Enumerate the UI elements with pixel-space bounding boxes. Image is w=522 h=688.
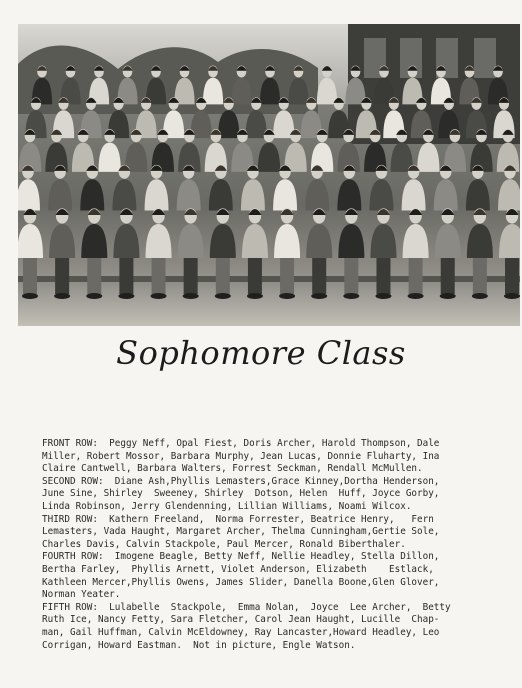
caption-line: FIFTH ROW: Lulabelle Stackpole, Emma Nolan, Joyce Lee Archer, Betty	[42, 601, 451, 613]
caption-line: FOURTH ROW: Imogene Beagle, Betty Neff, Nellie Headley, Stella Dillon,	[42, 551, 440, 563]
caption-line: Corrigan, Howard Eastman. Not in picture, Engle Watson.	[42, 639, 356, 651]
caption-line: Linda Robinson, Jerry Glendenning, Lillian Williams, Noami Wilcox.	[42, 500, 412, 512]
caption-line: June Sine, Shirley Sweeney, Shirley Dotson, Helen Huff, Joyce Gorby,	[42, 488, 440, 500]
caption-block	[42, 438, 512, 652]
caption-line: Bertha Farley, Phyllis Arnett, Violet Anderson, Elizabeth Estlack,	[42, 563, 434, 575]
caption-line: Charles Davis, Calvin Stackpole, Paul Mercer, Ronald Biberthaler.	[42, 538, 406, 550]
caption-line: man, Gail Huffman, Calvin McEldowney, Ray Lancaster,Howard Headley, Leo	[42, 626, 440, 638]
caption-line: Kathleen Mercer,Phyllis Owens, James Slider, Danella Boone,Glen Glover,	[42, 576, 440, 588]
caption-line: THIRD ROW: Kathern Freeland, Norma Forrester, Beatrice Henry, Fern	[42, 513, 434, 525]
page-title: Sophomore Class	[116, 334, 406, 372]
caption-line: Miller, Robert Mossor, Barbara Murphy, Jean Lucas, Donnie Fluharty, Ina	[42, 450, 440, 462]
caption-line: Norman Yeater.	[42, 589, 121, 601]
caption-line: Ruth Ice, Nancy Fetty, Sara Fletcher, Carol Jean Haught, Lucille Chap-	[42, 614, 440, 626]
class-group-photo	[18, 24, 520, 326]
caption-line: SECOND ROW: Diane Ash,Phyllis Lemasters,Grace Kinney,Dortha Henderson,	[42, 475, 440, 487]
caption-line: Lemasters, Vada Haught, Margaret Archer, Thelma Cunningham,Gertie Sole,	[42, 526, 440, 538]
caption-line: FRONT ROW: Peggy Neff, Opal Fiest, Doris Archer, Harold Thompson, Dale	[42, 438, 440, 449]
caption-line: Claire Cantwell, Barbara Walters, Forrest Seckman, Rendall McMullen.	[42, 463, 423, 475]
